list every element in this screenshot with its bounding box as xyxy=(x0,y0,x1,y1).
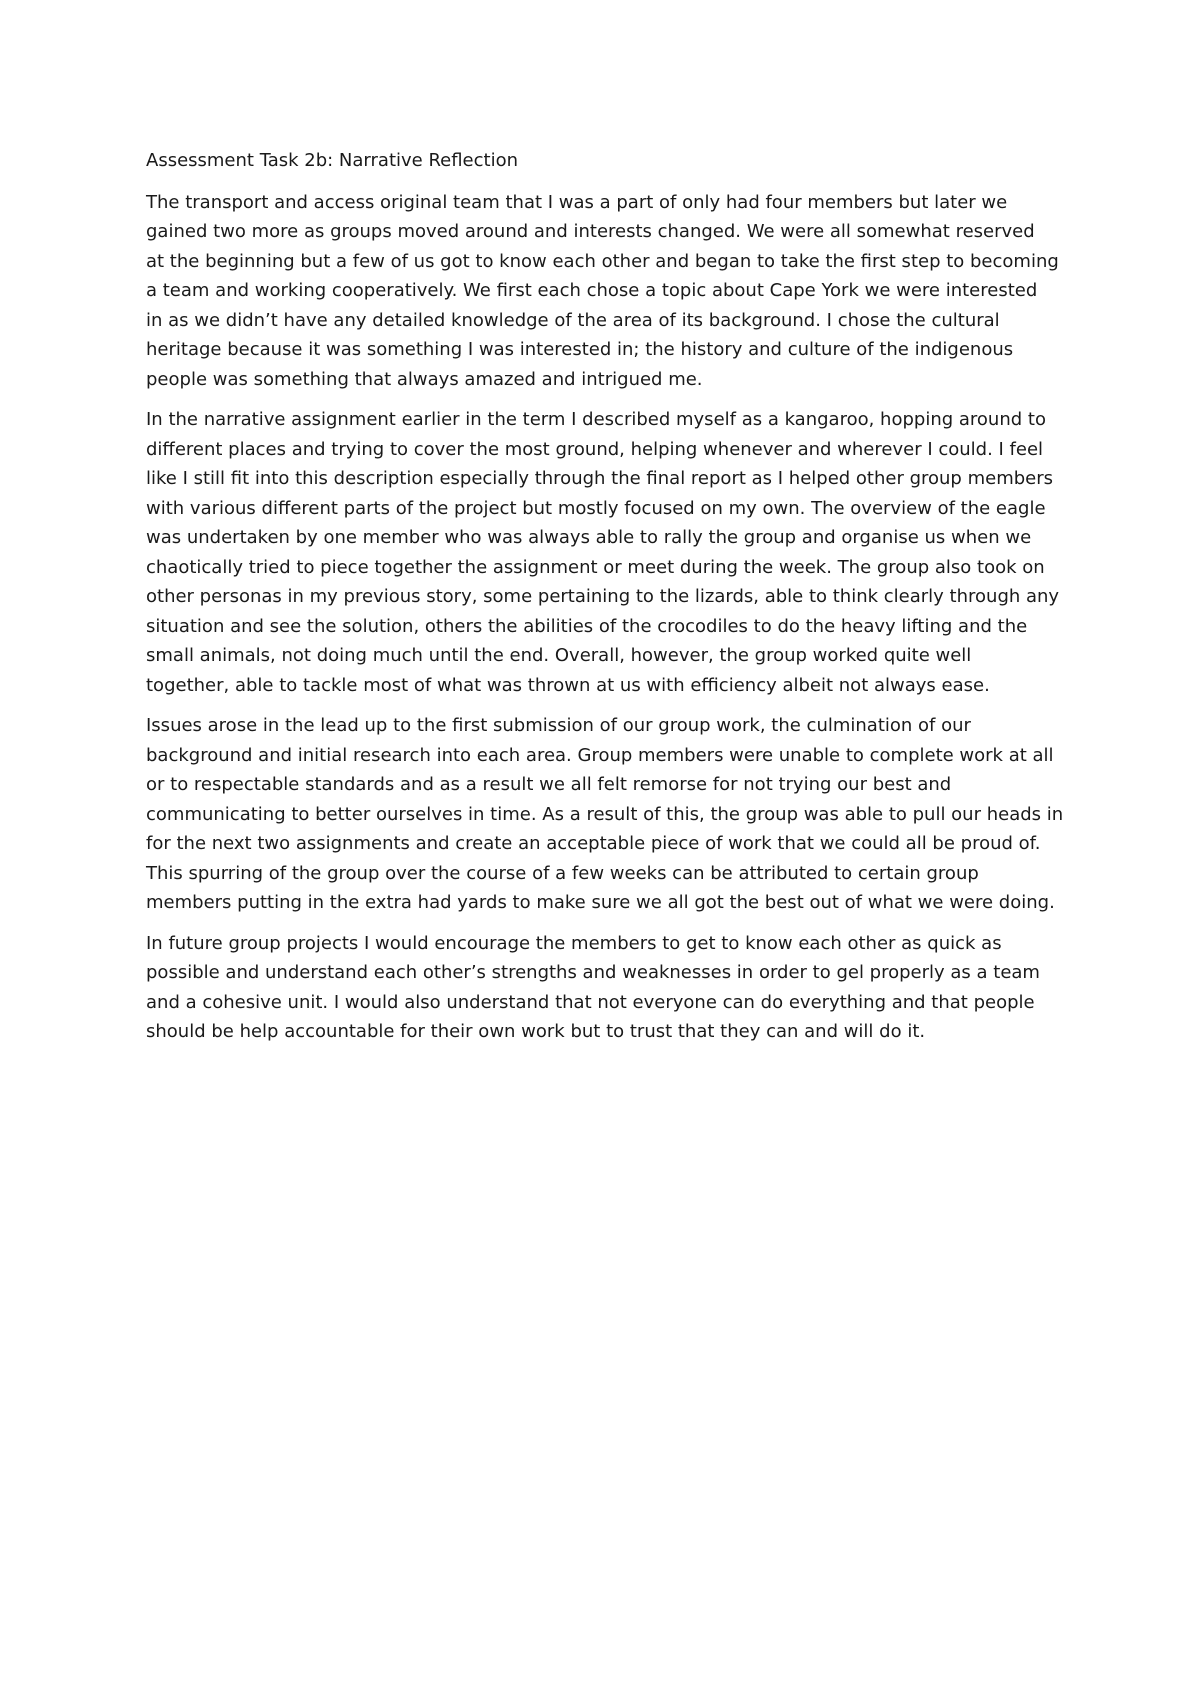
paragraph-line: chaotically tried to piece together the assignment or meet during the week. The group also took on xyxy=(146,556,1045,578)
paragraph-line: Issues arose in the lead up to the first submission of our group work, the culmination of our xyxy=(146,715,971,736)
paragraph-3 xyxy=(146,711,1066,918)
paragraph-2 xyxy=(146,405,1066,700)
paragraph-line: This spurring of the group over the course of a few weeks can be attributed to certain group xyxy=(146,862,979,884)
paragraph-line: In future group projects I would encourage the members to get to know each other as quick as xyxy=(146,932,1002,954)
paragraph-line: different places and trying to cover the most ground, helping whenever and wherever I could. I feel xyxy=(146,438,1044,460)
paragraph-line: In the narrative assignment earlier in the term I described myself as a kangaroo, hopping around to xyxy=(146,409,1046,430)
paragraph-line: a team and working cooperatively. We first each chose a topic about Cape York we were interested xyxy=(146,280,1038,301)
document-title: Assessment Task 2b: Narrative Reflection xyxy=(146,150,519,171)
document-body xyxy=(146,146,1066,1058)
paragraph-line: background and initial research into each area. Group members were unable to complete work at all xyxy=(146,744,1054,766)
paragraph-line: at the beginning but a few of us got to know each other and began to take the first step to becoming xyxy=(146,250,1059,272)
paragraph-line: or to respectable standards and as a result we all felt remorse for not trying our best and xyxy=(146,774,952,795)
paragraph-line: and a cohesive unit. I would also understand that not everyone can do everything and that people xyxy=(146,991,1035,1013)
paragraph-line: The transport and access original team that I was a part of only had four members but later we xyxy=(146,191,1008,213)
paragraph-line: like I still fit into this description especially through the final report as I helped other group members xyxy=(146,468,1054,489)
paragraph-line: should be help accountable for their own work but to trust that they can and will do it. xyxy=(146,1021,926,1042)
paragraph-line: communicating to better ourselves in time. As a result of this, the group was able to pull our heads in xyxy=(146,803,1064,825)
paragraph-4 xyxy=(146,929,1066,1047)
paragraph-line: for the next two assignments and create an acceptable piece of work that we could all be proud of. xyxy=(146,833,1041,854)
paragraph-line: heritage because it was something I was interested in; the history and culture of the indigenous xyxy=(146,339,1014,360)
paragraph-line: was undertaken by one member who was always able to rally the group and organise us when we xyxy=(146,527,1032,548)
paragraph-line: with various different parts of the project but mostly focused on my own. The overview of the eagle xyxy=(146,497,1046,519)
paragraph-line: gained two more as groups moved around and interests changed. We were all somewhat reserved xyxy=(146,221,1035,242)
paragraph-line: situation and see the solution, others the abilities of the crocodiles to do the heavy lifting and the xyxy=(146,615,1028,637)
paragraph-1 xyxy=(146,188,1066,395)
paragraph-line: small animals, not doing much until the end. Overall, however, the group worked quite well xyxy=(146,645,972,666)
paragraph-line: other personas in my previous story, some pertaining to the lizards, able to think clearly through any xyxy=(146,586,1060,607)
paragraph-line: people was something that always amazed and intrigued me. xyxy=(146,368,703,390)
paragraph-line: possible and understand each other’s strengths and weaknesses in order to gel properly as a team xyxy=(146,962,1040,983)
paragraph-line: members putting in the extra had yards to make sure we all got the best out of what we were doing. xyxy=(146,892,1055,913)
paragraph-line: in as we didn’t have any detailed knowledge of the area of its background. I chose the cultural xyxy=(146,309,1000,331)
paragraph-line: together, able to tackle most of what was thrown at us with efficiency albeit not always ease. xyxy=(146,674,990,696)
